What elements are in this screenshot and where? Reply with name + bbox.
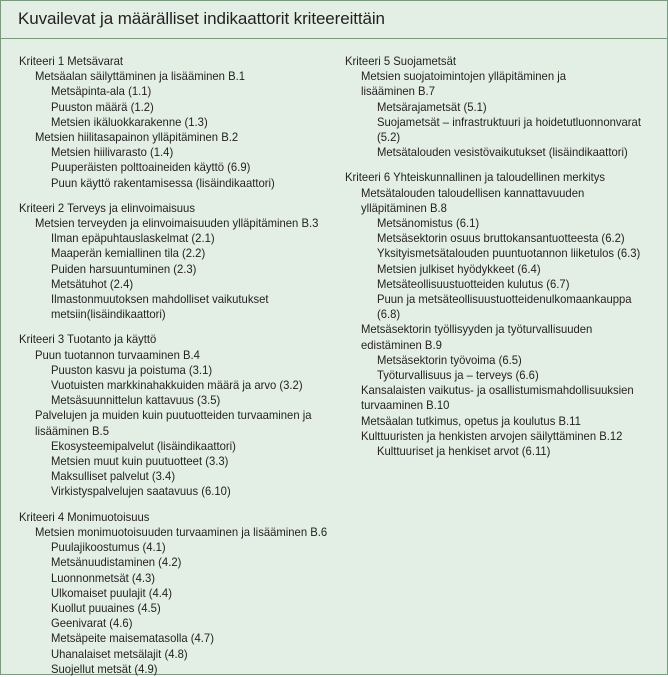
indicator-list xyxy=(35,540,334,677)
indicator-text: ulkomaankauppa (6.8) xyxy=(376,292,632,322)
objective-heading: Palvelujen ja muiden kuin puutuotteiden turvaaminen ja xyxy=(34,408,312,423)
indicator-text: Metsien hiilivarasto (1.4) xyxy=(50,145,174,160)
indicator-text: Metsäsuunnittelun kattavuus (3.5) xyxy=(50,393,221,408)
indicator-item xyxy=(51,484,334,499)
objective-group xyxy=(345,429,644,459)
indicator-item xyxy=(51,601,334,616)
indicator-item xyxy=(377,246,644,261)
objective-heading: lisääminen B.5 xyxy=(34,423,109,438)
indicator-text: Metsäsektorin osuus bruttokansantuotteesta (6.2) xyxy=(376,231,625,246)
indicator-item xyxy=(51,277,334,292)
indicator-text: Puuston kasvu ja poistuma (3.1) xyxy=(50,362,213,377)
objective-heading: Metsäalan säilyttäminen ja lisääminen B.1 xyxy=(34,69,246,84)
objective-heading: Metsien suojatoimintojen ylläpitäminen ja xyxy=(360,69,567,84)
indicator-item xyxy=(51,571,334,586)
indicator-list xyxy=(35,84,334,130)
indicator-item xyxy=(377,292,644,322)
objective-heading: ylläpitäminen B.8 xyxy=(360,200,447,215)
criterion-block xyxy=(19,201,334,323)
indicator-text: Suojametsät – infrastruktuuri ja hoidetut xyxy=(376,114,576,129)
objective-group xyxy=(345,322,644,383)
indicator-item xyxy=(377,115,644,145)
objective-group xyxy=(19,69,334,130)
indicator-item xyxy=(377,262,644,277)
indicator-text: Puun ja metsäteollisuustuotteiden xyxy=(376,292,546,307)
indicator-text: Puulajikoostumus (4.1) xyxy=(50,540,166,555)
objective-heading: edistäminen B.9 xyxy=(360,337,442,352)
objective-group xyxy=(345,69,644,160)
indicator-text: Metsäteollisuustuotteiden kulutus (6.7) xyxy=(376,276,570,291)
indicator-item xyxy=(51,246,334,261)
indicator-item xyxy=(377,145,644,160)
criterion-title: Kriteeri 3 Tuotanto ja käyttö xyxy=(19,332,157,347)
indicator-list xyxy=(35,363,334,409)
indicator-text: Luonnonmetsät (4.3) xyxy=(50,570,156,585)
indicator-item xyxy=(377,368,644,383)
criterion-block xyxy=(19,510,334,677)
indicator-item xyxy=(51,555,334,570)
indicator-list xyxy=(35,145,334,191)
criterion-title: Kriteeri 4 Monimuotoisuus xyxy=(19,509,150,524)
indicator-text: Metsien ikäluokkarakenne (1.3) xyxy=(50,114,208,129)
objective-heading: Metsien monimuotoisuuden turvaaminen ja lisääminen B.6 xyxy=(34,524,328,539)
indicator-item xyxy=(377,216,644,231)
indicator-item xyxy=(51,393,334,408)
indicator-text: Maksulliset palvelut (3.4) xyxy=(50,469,176,484)
indicator-item xyxy=(51,100,334,115)
indicator-text: Virkistyspalvelujen saatavuus (6.10) xyxy=(50,484,231,499)
criterion-title: Kriteeri 5 Suojametsät xyxy=(345,54,456,68)
indicator-text: Ulkomaiset puulajit (4.4) xyxy=(50,585,172,600)
indicator-item xyxy=(51,84,334,99)
indicator-text: Kulttuuriset ja henkiset arvot (6.11) xyxy=(376,444,551,459)
indicator-text: Metsänuudistaminen (4.2) xyxy=(50,555,182,570)
indicator-item xyxy=(51,540,334,555)
indicator-item xyxy=(51,454,334,469)
indicator-text: Metsäpinta-ala (1.1) xyxy=(50,84,152,99)
indicator-text: Metsärajametsät (5.1) xyxy=(376,99,487,114)
objective-group xyxy=(19,408,334,499)
objective-group xyxy=(19,130,334,191)
indicator-text: Maaperän kemiallinen tila (2.2) xyxy=(50,246,206,261)
objective-heading: Metsien terveyden ja elinvoimaisuuden ylläpitäminen B.3 xyxy=(34,216,319,231)
objective-heading: Kansalaisten vaikutus- ja osallistumismahdollisuuksien xyxy=(360,383,634,398)
right-column xyxy=(345,54,644,459)
indicator-item xyxy=(51,616,334,631)
indicator-text: Geenivarat (4.6) xyxy=(50,616,133,631)
indicator-item xyxy=(51,231,334,246)
objective-heading: Metsätalouden taloudellisen kannattavuuden xyxy=(360,185,585,200)
indicator-text: Uhanalaiset metsälajit (4.8) xyxy=(50,646,188,661)
indicator-text: Puiden harsuuntuminen (2.3) xyxy=(50,261,197,276)
indicator-list xyxy=(35,439,334,500)
objective-group xyxy=(345,186,644,323)
criterion-title: Kriteeri 1 Metsävarat xyxy=(19,54,124,68)
indicator-item xyxy=(51,631,334,646)
indicator-text: Yksityismetsätalouden puuntuotannon liiketulos (6.3) xyxy=(376,246,641,261)
objective-heading: Puun tuotannon turvaaminen B.4 xyxy=(34,347,200,362)
objective-heading: turvaaminen B.10 xyxy=(360,398,450,413)
indicator-text: Metsäsektorin työvoima (6.5) xyxy=(376,352,522,367)
criterion-block xyxy=(19,54,334,191)
objective-group xyxy=(19,216,334,322)
objective-group xyxy=(19,525,334,677)
indicator-item xyxy=(51,439,334,454)
indicator-item xyxy=(51,586,334,601)
indicator-item xyxy=(377,277,644,292)
left-column xyxy=(19,54,334,677)
criterion-title: Kriteeri 2 Terveys ja elinvoimaisuus xyxy=(19,200,195,215)
indicator-item xyxy=(377,100,644,115)
indicator-item xyxy=(51,115,334,130)
indicator-text: Metsänomistus (6.1) xyxy=(376,216,480,231)
objective-group xyxy=(345,414,644,429)
indicator-item xyxy=(51,292,334,322)
indicator-text: Metsien julkiset hyödykkeet (6.4) xyxy=(376,261,541,276)
indicator-text: Ilmastonmuutoksen mahdolliset vaikutukset metsiin xyxy=(50,292,269,322)
indicator-item xyxy=(51,469,334,484)
indicator-item xyxy=(51,160,334,175)
indicator-item xyxy=(51,145,334,160)
indicator-item xyxy=(51,363,334,378)
indicator-text: Metsätuhot (2.4) xyxy=(50,276,134,291)
indicator-item xyxy=(377,231,644,246)
objective-group xyxy=(19,348,334,409)
objective-heading: Kulttuuristen ja henkisten arvojen säilyttäminen B.12 xyxy=(360,428,623,443)
indicator-list xyxy=(35,231,334,322)
indicator-text: Työturvallisuus ja – terveys (6.6) xyxy=(376,368,539,383)
indicator-text: Ekosysteemipalvelut (lisäindikaattori) xyxy=(50,438,236,453)
objective-heading: lisääminen B.7 xyxy=(360,84,435,99)
indicator-item xyxy=(51,647,334,662)
indicator-item xyxy=(51,262,334,277)
indicator-text: Metsäpeite maisematasolla (4.7) xyxy=(50,631,214,646)
indicator-item xyxy=(377,444,644,459)
panel-title: Kuvailevat ja määrälliset indikaattorit kriteereittäin xyxy=(18,9,385,28)
indicator-text: Puun käyttö rakentamisessa (lisäindikaattori) xyxy=(50,175,275,190)
criterion-block xyxy=(345,54,644,160)
objective-group xyxy=(345,383,644,413)
objective-heading: Metsäalan tutkimus, opetus ja koulutus B.11 xyxy=(360,413,581,428)
indicator-item xyxy=(51,176,334,191)
indicator-text: Kuollut puuaines (4.5) xyxy=(50,600,161,615)
indicator-text: luonnonvarat (5.2) xyxy=(376,114,641,145)
criterion-block xyxy=(345,170,644,459)
objective-heading: Metsien hiilitasapainon ylläpitäminen B.2 xyxy=(34,130,239,145)
indicator-text: Metsätalouden vesistövaikutukset (lisäindikaattori) xyxy=(376,145,628,160)
title-divider xyxy=(1,38,667,39)
indicator-list xyxy=(361,100,644,161)
indicator-item xyxy=(377,353,644,368)
indicator-text: Ilman epäpuhtauslaskelmat (2.1) xyxy=(50,231,215,246)
indicator-text: Puuperäisten polttoaineiden käyttö (6.9) xyxy=(50,160,251,175)
indicator-item xyxy=(51,378,334,393)
indicator-text: (lisäindikaattori) xyxy=(86,307,166,322)
indicator-text: Suojellut metsät (4.9) xyxy=(50,661,158,676)
indicator-list xyxy=(361,444,644,459)
indicator-text: Metsien muut kuin puutuotteet (3.3) xyxy=(50,454,229,469)
indicator-text: Vuotuisten markkinahakkuiden määrä ja arvo (3.2) xyxy=(50,378,303,393)
objective-heading: Metsäsektorin työllisyyden ja työturvallisuuden xyxy=(360,322,593,337)
criterion-block xyxy=(19,332,334,499)
criterion-title: Kriteeri 6 Yhteiskunnallinen ja taloudellinen merkitys xyxy=(345,170,606,185)
indicator-list xyxy=(361,353,644,383)
indicator-list xyxy=(361,216,644,322)
indicator-text: Puuston määrä (1.2) xyxy=(50,99,154,114)
